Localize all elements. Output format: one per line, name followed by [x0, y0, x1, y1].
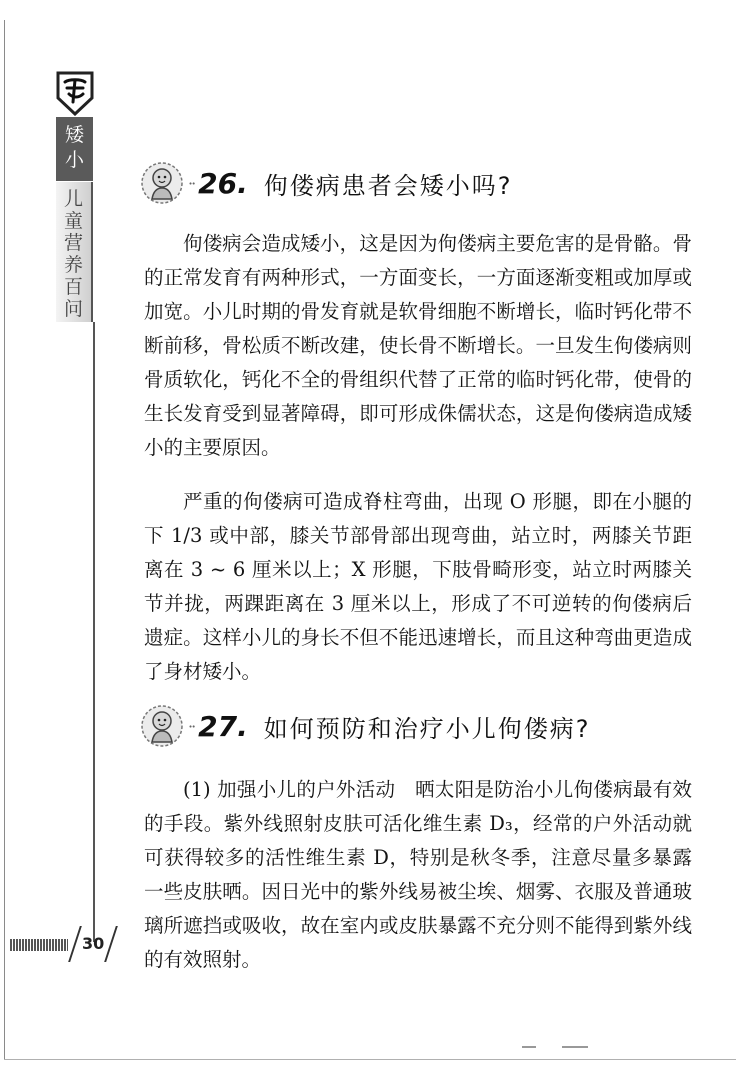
page-edge: [4, 20, 5, 1060]
question-heading: [140, 160, 513, 206]
sidebar-section-tab: [56, 117, 93, 181]
page-number-hatch: [10, 939, 68, 951]
sidebar-book-char: 百: [63, 276, 83, 298]
sidebar-book-title: [56, 182, 93, 322]
sidebar-section-char: 小: [64, 149, 84, 171]
question-title: 佝偻病患者会矮小吗?: [263, 171, 513, 200]
sidebar-book-char: 营: [63, 232, 83, 254]
footer-mark: [562, 1046, 588, 1048]
page-edge-bottom: [4, 1059, 736, 1060]
body-paragraph: 佝偻病会造成矮小，这是因为佝偻病主要危害的是骨骼。骨的正常发育有两种形式，一方面变长，一方面逐渐变粗或加厚或加宽。小儿时期的骨发育就是软骨细胞不断增长，临时钙化带不断前移，骨松质不断改建，使长骨不断增长。一旦发生佝偻病则骨质软化，钙化不全的骨组织代替了正常的临时钙化带，使骨的生长发育受到显著障碍，即可形成侏儒状态，这是佝偻病造成矮小的主要原因。: [144, 232, 692, 459]
page-number-slash: [68, 926, 82, 962]
sidebar-book-char: 问: [63, 298, 83, 320]
page-number: 30: [82, 934, 105, 953]
child-mascot-icon: [140, 161, 184, 205]
footer-mark: [522, 1046, 536, 1048]
body-paragraph: 严重的佝偻病可造成脊柱弯曲，出现 O 形腿，即在小腿的下 1/3 或中部，膝关节部骨部出现弯曲，站立时，两膝关节距离在 3 ~ 6 厘米以上；X 形腿，下肢骨畸形变，站立时两膝关节并拢，两踝距离在 3 厘米以上，形成了不可逆转的佝偻病后遗症。这样小儿的身长不但不能迅速增长，而且这种弯曲更造成了身材矮小。: [144, 490, 692, 683]
book-logo-icon: [55, 70, 95, 116]
sidebar-section-char: 矮: [64, 124, 84, 146]
page-number-slash: [104, 926, 118, 962]
question-title: 如何预防和治疗小儿佝偻病?: [263, 714, 591, 743]
sidebar-book-char: 儿: [63, 188, 83, 210]
question-number: 26.: [198, 166, 248, 200]
heading-dots: ··: [188, 716, 195, 736]
page-number-block: [68, 926, 118, 962]
question-number: 27.: [198, 709, 248, 743]
question-heading: [140, 703, 591, 749]
sidebar-book-char: 养: [63, 254, 83, 276]
sidebar-book-char: 童: [63, 210, 83, 232]
child-mascot-icon: [140, 704, 184, 748]
body-paragraph: (1) 加强小儿的户外活动 晒太阳是防治小儿佝偻病最有效的手段。紫外线照射皮肤可活化维生素 D₃，经常的户外活动就可获得较多的活性维生素 D，特别是秋冬季，注意尽量多暴露一些皮肤晒。因日光中的紫外线易被尘埃、烟雾、衣服及普通玻璃所遮挡或吸收，故在室内或皮肤暴露不充分则不能得到紫外线的有效照射。: [144, 778, 692, 971]
heading-dots: ··: [188, 173, 195, 193]
sidebar-rule: [93, 322, 95, 942]
